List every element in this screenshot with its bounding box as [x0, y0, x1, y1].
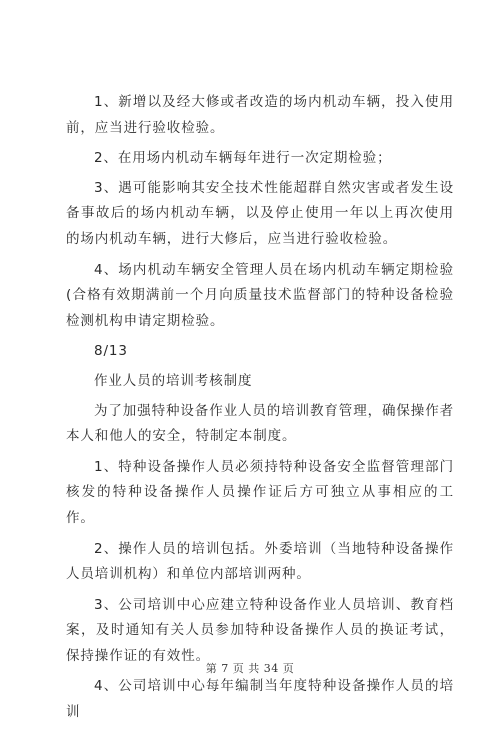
paragraph-certificate-requirement: 1、特种设备操作人员必须持特种设备安全监督管理部门核发的特种设备操作人员操作证后方可独立从事相应的工作。 — [66, 458, 454, 526]
paragraph-training-types: 2、操作人员的培训包括。外委培训（当地特种设备操作人员培训机构）和单位内部培训两种。 — [66, 540, 454, 583]
document-body — [66, 90, 454, 731]
page-number-footer: 第 7 页 共 34 页 — [205, 662, 295, 675]
paragraph-purpose: 为了加强特种设备作业人员的培训教育管理，确保操作者本人和他人的安全，特制定本制度。 — [66, 402, 454, 445]
paragraph-acceptance-inspection: 1、新增以及经大修或者改造的场内机动车辆，投入使用前，应当进行验收检验。 — [66, 94, 454, 136]
paragraph-annual-inspection: 2、在用场内机动车辆每年进行一次定期检验； — [94, 150, 392, 167]
paragraph-periodic-inspection-application: 4、场内机动车辆安全管理人员在场内机动车辆定期检验(合格有效期满前一个月向质量技术监督部门的特种设备检验检测机构申请定期检验。 — [66, 261, 454, 329]
paragraph-training-records: 3、公司培训中心应建立特种设备作业人员培训、教育档案，及时通知有关人员参加特种设备操作人员的换证考试，保持操作证的有效性。 — [66, 596, 454, 664]
paragraph-disaster-inspection: 3、遇可能影响其安全技术性能超群自然灾害或者发生设备事故后的场内机动车辆，以及停止使用一年以上再次使用的场内机动车辆，进行大修后，应当进行验收检验。 — [66, 179, 454, 247]
section-heading: 作业人员的培训考核制度 — [94, 372, 253, 389]
section-number: 8/13 — [94, 343, 128, 360]
paragraph-annual-training-plan: 4、公司培训中心每年编制当年度特种设备操作人员的培训 — [66, 678, 454, 721]
